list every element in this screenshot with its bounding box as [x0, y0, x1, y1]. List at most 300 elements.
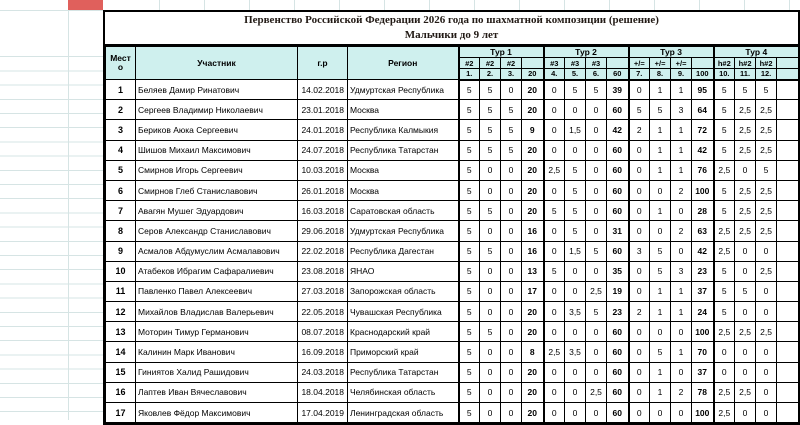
score-cell[interactable]: 3,5: [565, 302, 586, 322]
col-header-region[interactable]: Регион: [348, 47, 459, 80]
dob-cell[interactable]: 24.07.2018: [298, 140, 348, 160]
score-cell[interactable]: 0: [544, 322, 565, 342]
problem-number-header[interactable]: 1.: [459, 69, 480, 80]
score-cell[interactable]: 5: [650, 241, 671, 261]
tour-sum-cell[interactable]: 60: [607, 180, 629, 200]
score-cell[interactable]: 5: [501, 100, 522, 120]
problem-type-header[interactable]: #3: [565, 58, 586, 69]
tour-sum-cell[interactable]: [777, 221, 799, 241]
score-cell[interactable]: 0: [544, 120, 565, 140]
score-cell[interactable]: 0: [480, 180, 501, 200]
score-cell[interactable]: 2,5: [756, 201, 777, 221]
score-cell[interactable]: 2,5: [735, 201, 756, 221]
dob-cell[interactable]: 27.03.2018: [298, 281, 348, 301]
region-cell[interactable]: Ленинградская область: [348, 403, 459, 423]
score-cell[interactable]: 0: [714, 342, 735, 362]
col-header-dob[interactable]: г.р: [298, 47, 348, 80]
score-cell[interactable]: 5: [480, 140, 501, 160]
score-cell[interactable]: 0: [671, 241, 692, 261]
score-cell[interactable]: 2,5: [714, 160, 735, 180]
score-cell[interactable]: 0: [629, 362, 650, 382]
tour-sum-cell[interactable]: 16: [522, 241, 544, 261]
place-cell[interactable]: 9: [106, 241, 136, 261]
problem-number-header[interactable]: 3.: [501, 69, 522, 80]
score-cell[interactable]: 5: [735, 281, 756, 301]
name-cell[interactable]: Сергеев Владимир Николаевич: [136, 100, 298, 120]
score-cell[interactable]: 1: [671, 302, 692, 322]
problem-type-header[interactable]: +/=: [671, 58, 692, 69]
name-cell[interactable]: Авагян Мушег Эдуардович: [136, 201, 298, 221]
tour-sum-cell[interactable]: [777, 302, 799, 322]
dob-cell[interactable]: 24.01.2018: [298, 120, 348, 140]
score-cell[interactable]: 1: [671, 80, 692, 100]
score-cell[interactable]: 5: [480, 100, 501, 120]
score-cell[interactable]: 2,5: [714, 241, 735, 261]
score-cell[interactable]: 5: [714, 100, 735, 120]
score-cell[interactable]: 0: [735, 302, 756, 322]
score-cell[interactable]: 2,5: [714, 322, 735, 342]
score-cell[interactable]: 5: [756, 80, 777, 100]
region-cell[interactable]: Республика Дагестан: [348, 241, 459, 261]
tour-sum-cell[interactable]: 37: [692, 281, 714, 301]
score-cell[interactable]: 2,5: [756, 221, 777, 241]
score-cell[interactable]: 3: [629, 241, 650, 261]
tour-group-header[interactable]: Тур 2: [544, 47, 629, 58]
score-cell[interactable]: 0: [650, 221, 671, 241]
tour-sum-cell[interactable]: 60: [607, 100, 629, 120]
tour-sum-cell[interactable]: 60: [607, 322, 629, 342]
score-cell[interactable]: 5: [459, 261, 480, 281]
place-cell[interactable]: 3: [106, 120, 136, 140]
score-cell[interactable]: 0: [756, 342, 777, 362]
score-cell[interactable]: 2,5: [544, 160, 565, 180]
tour-sum-cell[interactable]: 23: [607, 302, 629, 322]
score-cell[interactable]: 0: [480, 302, 501, 322]
region-cell[interactable]: Удмуртская Республика: [348, 221, 459, 241]
score-cell[interactable]: 0: [501, 362, 522, 382]
place-cell[interactable]: 12: [106, 302, 136, 322]
score-cell[interactable]: 0: [586, 180, 607, 200]
problem-type-header[interactable]: [522, 58, 544, 69]
tour-sum-cell[interactable]: 100: [692, 403, 714, 423]
score-cell[interactable]: 2,5: [544, 342, 565, 362]
score-cell[interactable]: 3: [671, 261, 692, 281]
dob-cell[interactable]: 22.05.2018: [298, 302, 348, 322]
problem-number-header[interactable]: 20: [522, 69, 544, 80]
score-cell[interactable]: 0: [586, 120, 607, 140]
problem-type-header[interactable]: +/=: [650, 58, 671, 69]
problem-type-header[interactable]: h#2: [714, 58, 735, 69]
score-cell[interactable]: 1: [671, 120, 692, 140]
score-cell[interactable]: 1: [650, 362, 671, 382]
tour-sum-cell[interactable]: 70: [692, 342, 714, 362]
score-cell[interactable]: 2,5: [735, 180, 756, 200]
table-title[interactable]: [105, 12, 798, 46]
dob-cell[interactable]: 22.02.2018: [298, 241, 348, 261]
tour-sum-cell[interactable]: 78: [692, 382, 714, 402]
score-cell[interactable]: 2,5: [714, 382, 735, 402]
tour-sum-cell[interactable]: 20: [522, 382, 544, 402]
name-cell[interactable]: Смирнов Игорь Сергеевич: [136, 160, 298, 180]
score-cell[interactable]: 5: [756, 160, 777, 180]
tour-sum-cell[interactable]: [777, 342, 799, 362]
score-cell[interactable]: 0: [480, 382, 501, 402]
region-cell[interactable]: Чувашская Республика: [348, 302, 459, 322]
score-cell[interactable]: 1: [650, 302, 671, 322]
tour-sum-cell[interactable]: [777, 180, 799, 200]
score-cell[interactable]: 5: [480, 80, 501, 100]
problem-number-header[interactable]: 4.: [544, 69, 565, 80]
tour-sum-cell[interactable]: 100: [692, 322, 714, 342]
score-cell[interactable]: 2,5: [756, 180, 777, 200]
problem-type-header[interactable]: #3: [544, 58, 565, 69]
score-cell[interactable]: 5: [480, 120, 501, 140]
score-cell[interactable]: 5: [459, 180, 480, 200]
score-cell[interactable]: 2: [671, 221, 692, 241]
place-cell[interactable]: 8: [106, 221, 136, 241]
problem-number-header[interactable]: 8.: [650, 69, 671, 80]
score-cell[interactable]: 2,5: [756, 100, 777, 120]
score-cell[interactable]: 5: [459, 241, 480, 261]
tour-sum-cell[interactable]: 76: [692, 160, 714, 180]
score-cell[interactable]: 0: [756, 281, 777, 301]
score-cell[interactable]: 0: [501, 382, 522, 402]
problem-number-header[interactable]: [777, 69, 799, 80]
score-cell[interactable]: 1: [650, 160, 671, 180]
name-cell[interactable]: Атабеков Ибрагим Сафаралиевич: [136, 261, 298, 281]
score-cell[interactable]: 0: [735, 342, 756, 362]
score-cell[interactable]: 0: [756, 382, 777, 402]
score-cell[interactable]: 0: [501, 180, 522, 200]
score-cell[interactable]: 0: [586, 221, 607, 241]
tour-sum-cell[interactable]: 60: [607, 362, 629, 382]
score-cell[interactable]: 5: [459, 140, 480, 160]
tour-sum-cell[interactable]: 95: [692, 80, 714, 100]
dob-cell[interactable]: 18.04.2018: [298, 382, 348, 402]
tour-sum-cell[interactable]: [777, 120, 799, 140]
tour-sum-cell[interactable]: [777, 322, 799, 342]
place-cell[interactable]: 1: [106, 80, 136, 100]
score-cell[interactable]: 5: [459, 302, 480, 322]
score-cell[interactable]: 0: [735, 362, 756, 382]
tour-sum-cell[interactable]: [777, 201, 799, 221]
tour-sum-cell[interactable]: 20: [522, 362, 544, 382]
tour-sum-cell[interactable]: 20: [522, 322, 544, 342]
score-cell[interactable]: 0: [629, 201, 650, 221]
score-cell[interactable]: 5: [459, 342, 480, 362]
score-cell[interactable]: 0: [586, 100, 607, 120]
dob-cell[interactable]: 08.07.2018: [298, 322, 348, 342]
score-cell[interactable]: 5: [459, 362, 480, 382]
score-cell[interactable]: 0: [650, 403, 671, 423]
place-cell[interactable]: 6: [106, 180, 136, 200]
place-cell[interactable]: 14: [106, 342, 136, 362]
score-cell[interactable]: 0: [501, 201, 522, 221]
tour-sum-cell[interactable]: [777, 160, 799, 180]
score-cell[interactable]: 2,5: [735, 140, 756, 160]
tour-sum-cell[interactable]: 100: [692, 180, 714, 200]
score-cell[interactable]: 0: [735, 403, 756, 423]
region-cell[interactable]: Москва: [348, 100, 459, 120]
problem-type-header[interactable]: [777, 58, 799, 69]
score-cell[interactable]: 0: [544, 281, 565, 301]
tour-sum-cell[interactable]: 20: [522, 140, 544, 160]
score-cell[interactable]: 0: [501, 241, 522, 261]
tour-sum-cell[interactable]: 60: [607, 342, 629, 362]
score-cell[interactable]: 5: [459, 80, 480, 100]
region-cell[interactable]: Москва: [348, 160, 459, 180]
score-cell[interactable]: 0: [480, 160, 501, 180]
score-cell[interactable]: 0: [629, 80, 650, 100]
score-cell[interactable]: 5: [480, 241, 501, 261]
tour-sum-cell[interactable]: 23: [692, 261, 714, 281]
name-cell[interactable]: Павленко Павел Алексеевич: [136, 281, 298, 301]
score-cell[interactable]: 1: [671, 281, 692, 301]
tour-sum-cell[interactable]: 60: [607, 382, 629, 402]
score-cell[interactable]: 0: [565, 140, 586, 160]
score-cell[interactable]: 2: [629, 120, 650, 140]
name-cell[interactable]: Шишов Михаил Максимович: [136, 140, 298, 160]
region-cell[interactable]: Москва: [348, 180, 459, 200]
score-cell[interactable]: 0: [756, 241, 777, 261]
score-cell[interactable]: 1,5: [565, 241, 586, 261]
tour-sum-cell[interactable]: 60: [607, 241, 629, 261]
score-cell[interactable]: 0: [480, 362, 501, 382]
score-cell[interactable]: 1: [671, 140, 692, 160]
place-cell[interactable]: 11: [106, 281, 136, 301]
tour-sum-cell[interactable]: [777, 362, 799, 382]
score-cell[interactable]: 5: [459, 382, 480, 402]
score-cell[interactable]: 0: [629, 140, 650, 160]
dob-cell[interactable]: 16.09.2018: [298, 342, 348, 362]
score-cell[interactable]: 2,5: [756, 261, 777, 281]
score-cell[interactable]: 5: [459, 100, 480, 120]
score-cell[interactable]: 0: [629, 322, 650, 342]
score-cell[interactable]: 0: [565, 100, 586, 120]
col-header-place[interactable]: Место: [106, 47, 136, 80]
tour-sum-cell[interactable]: 42: [607, 120, 629, 140]
dob-cell[interactable]: 10.03.2018: [298, 160, 348, 180]
problem-number-header[interactable]: 11.: [735, 69, 756, 80]
score-cell[interactable]: 0: [735, 261, 756, 281]
tour-sum-cell[interactable]: 31: [607, 221, 629, 241]
tour-sum-cell[interactable]: 9: [522, 120, 544, 140]
score-cell[interactable]: 0: [629, 403, 650, 423]
score-cell[interactable]: 0: [480, 342, 501, 362]
tour-sum-cell[interactable]: 20: [522, 302, 544, 322]
tour-sum-cell[interactable]: [777, 100, 799, 120]
score-cell[interactable]: 0: [586, 342, 607, 362]
tour-group-header[interactable]: Тур 1: [459, 47, 544, 58]
score-cell[interactable]: 0: [629, 180, 650, 200]
score-cell[interactable]: 2,5: [756, 120, 777, 140]
score-cell[interactable]: 0: [501, 261, 522, 281]
score-cell[interactable]: 0: [565, 382, 586, 402]
score-cell[interactable]: 5: [714, 201, 735, 221]
score-cell[interactable]: 0: [671, 362, 692, 382]
score-cell[interactable]: 1: [650, 201, 671, 221]
problem-type-header[interactable]: #2: [501, 58, 522, 69]
score-cell[interactable]: 5: [714, 281, 735, 301]
region-cell[interactable]: Саратовская область: [348, 201, 459, 221]
score-cell[interactable]: 2,5: [586, 382, 607, 402]
score-cell[interactable]: 0: [480, 281, 501, 301]
problem-number-header[interactable]: 10.: [714, 69, 735, 80]
score-cell[interactable]: 0: [586, 160, 607, 180]
score-cell[interactable]: 5: [480, 322, 501, 342]
place-cell[interactable]: 10: [106, 261, 136, 281]
problem-type-header[interactable]: +/=: [629, 58, 650, 69]
dob-cell[interactable]: 26.01.2018: [298, 180, 348, 200]
score-cell[interactable]: 1: [650, 80, 671, 100]
score-cell[interactable]: 5: [714, 80, 735, 100]
score-cell[interactable]: 0: [671, 201, 692, 221]
tour-sum-cell[interactable]: 8: [522, 342, 544, 362]
score-cell[interactable]: 0: [629, 261, 650, 281]
score-cell[interactable]: 5: [544, 201, 565, 221]
score-cell[interactable]: 3,5: [565, 342, 586, 362]
problem-number-header[interactable]: 5.: [565, 69, 586, 80]
score-cell[interactable]: 0: [544, 80, 565, 100]
name-cell[interactable]: Бериков Аюка Сергеевич: [136, 120, 298, 140]
score-cell[interactable]: 0: [671, 403, 692, 423]
score-cell[interactable]: 5: [714, 120, 735, 140]
score-cell[interactable]: 5: [650, 261, 671, 281]
tour-sum-cell[interactable]: 60: [607, 160, 629, 180]
tour-sum-cell[interactable]: 60: [607, 201, 629, 221]
score-cell[interactable]: 5: [735, 80, 756, 100]
score-cell[interactable]: 0: [544, 140, 565, 160]
tour-sum-cell[interactable]: 16: [522, 221, 544, 241]
tour-sum-cell[interactable]: [777, 80, 799, 100]
score-cell[interactable]: 0: [756, 403, 777, 423]
score-cell[interactable]: 0: [735, 241, 756, 261]
problem-type-header[interactable]: h#2: [756, 58, 777, 69]
place-cell[interactable]: 16: [106, 382, 136, 402]
score-cell[interactable]: 5: [459, 322, 480, 342]
score-cell[interactable]: 0: [544, 403, 565, 423]
score-cell[interactable]: 0: [501, 160, 522, 180]
problem-type-header[interactable]: h#2: [735, 58, 756, 69]
score-cell[interactable]: 0: [544, 241, 565, 261]
tour-sum-cell[interactable]: 42: [692, 140, 714, 160]
score-cell[interactable]: 5: [501, 120, 522, 140]
dob-cell[interactable]: 17.04.2019: [298, 403, 348, 423]
tour-sum-cell[interactable]: [777, 241, 799, 261]
problem-number-header[interactable]: 9.: [671, 69, 692, 80]
score-cell[interactable]: 0: [501, 403, 522, 423]
tour-sum-cell[interactable]: 72: [692, 120, 714, 140]
score-cell[interactable]: 0: [501, 80, 522, 100]
score-cell[interactable]: 5: [459, 201, 480, 221]
score-cell[interactable]: 0: [565, 362, 586, 382]
place-cell[interactable]: 5: [106, 160, 136, 180]
score-cell[interactable]: 0: [544, 302, 565, 322]
score-cell[interactable]: 0: [544, 362, 565, 382]
score-cell[interactable]: 5: [501, 140, 522, 160]
tour-sum-cell[interactable]: 37: [692, 362, 714, 382]
score-cell[interactable]: 0: [629, 382, 650, 402]
score-cell[interactable]: 0: [650, 322, 671, 342]
score-cell[interactable]: 0: [735, 160, 756, 180]
score-cell[interactable]: 5: [459, 281, 480, 301]
region-cell[interactable]: Запорожская область: [348, 281, 459, 301]
name-cell[interactable]: Лаптев Иван Вячеславович: [136, 382, 298, 402]
name-cell[interactable]: Гиниятов Халид Рашидович: [136, 362, 298, 382]
score-cell[interactable]: 2,5: [735, 382, 756, 402]
tour-sum-cell[interactable]: 42: [692, 241, 714, 261]
score-cell[interactable]: 5: [586, 241, 607, 261]
score-cell[interactable]: 2,5: [735, 221, 756, 241]
score-cell[interactable]: 5: [650, 342, 671, 362]
place-cell[interactable]: 2: [106, 100, 136, 120]
name-cell[interactable]: Асмалов Абдумуслим Асмалавович: [136, 241, 298, 261]
tour-sum-cell[interactable]: 20: [522, 403, 544, 423]
score-cell[interactable]: 2: [671, 180, 692, 200]
region-cell[interactable]: Удмуртская Республика: [348, 80, 459, 100]
name-cell[interactable]: Смирнов Глеб Станиславович: [136, 180, 298, 200]
problem-type-header[interactable]: #2: [459, 58, 480, 69]
score-cell[interactable]: 5: [714, 261, 735, 281]
score-cell[interactable]: 5: [565, 201, 586, 221]
dob-cell[interactable]: 14.02.2018: [298, 80, 348, 100]
tour-sum-cell[interactable]: 39: [607, 80, 629, 100]
score-cell[interactable]: 0: [544, 180, 565, 200]
tour-sum-cell[interactable]: 20: [522, 201, 544, 221]
score-cell[interactable]: 3: [671, 100, 692, 120]
score-cell[interactable]: 2,5: [735, 322, 756, 342]
problem-type-header[interactable]: [692, 58, 714, 69]
region-cell[interactable]: ЯНАО: [348, 261, 459, 281]
region-cell[interactable]: Республика Татарстан: [348, 140, 459, 160]
score-cell[interactable]: 0: [586, 201, 607, 221]
place-cell[interactable]: 13: [106, 322, 136, 342]
score-cell[interactable]: 0: [586, 362, 607, 382]
score-cell[interactable]: 0: [544, 100, 565, 120]
tour-sum-cell[interactable]: 20: [522, 180, 544, 200]
score-cell[interactable]: 1: [650, 382, 671, 402]
problem-number-header[interactable]: 12.: [756, 69, 777, 80]
tour-sum-cell[interactable]: 28: [692, 201, 714, 221]
score-cell[interactable]: 0: [544, 382, 565, 402]
score-cell[interactable]: 5: [714, 180, 735, 200]
score-cell[interactable]: 5: [565, 160, 586, 180]
score-cell[interactable]: 5: [459, 221, 480, 241]
score-cell[interactable]: 5: [565, 80, 586, 100]
score-cell[interactable]: 2,5: [714, 403, 735, 423]
score-cell[interactable]: 5: [459, 403, 480, 423]
score-cell[interactable]: 0: [501, 281, 522, 301]
place-cell[interactable]: 4: [106, 140, 136, 160]
score-cell[interactable]: 2,5: [756, 140, 777, 160]
problem-type-header[interactable]: [607, 58, 629, 69]
dob-cell[interactable]: 24.03.2018: [298, 362, 348, 382]
name-cell[interactable]: Калинин Марк Иванович: [136, 342, 298, 362]
tour-sum-cell[interactable]: 60: [607, 140, 629, 160]
score-cell[interactable]: 5: [714, 302, 735, 322]
tour-sum-cell[interactable]: [777, 382, 799, 402]
score-cell[interactable]: 1: [671, 160, 692, 180]
tour-sum-cell[interactable]: 64: [692, 100, 714, 120]
tour-sum-cell[interactable]: 20: [522, 160, 544, 180]
score-cell[interactable]: 0: [714, 362, 735, 382]
tour-sum-cell[interactable]: 24: [692, 302, 714, 322]
dob-cell[interactable]: 29.06.2018: [298, 221, 348, 241]
name-cell[interactable]: Серов Александр Станиславович: [136, 221, 298, 241]
dob-cell[interactable]: 16.03.2018: [298, 201, 348, 221]
score-cell[interactable]: 0: [586, 403, 607, 423]
score-cell[interactable]: 2,5: [735, 100, 756, 120]
